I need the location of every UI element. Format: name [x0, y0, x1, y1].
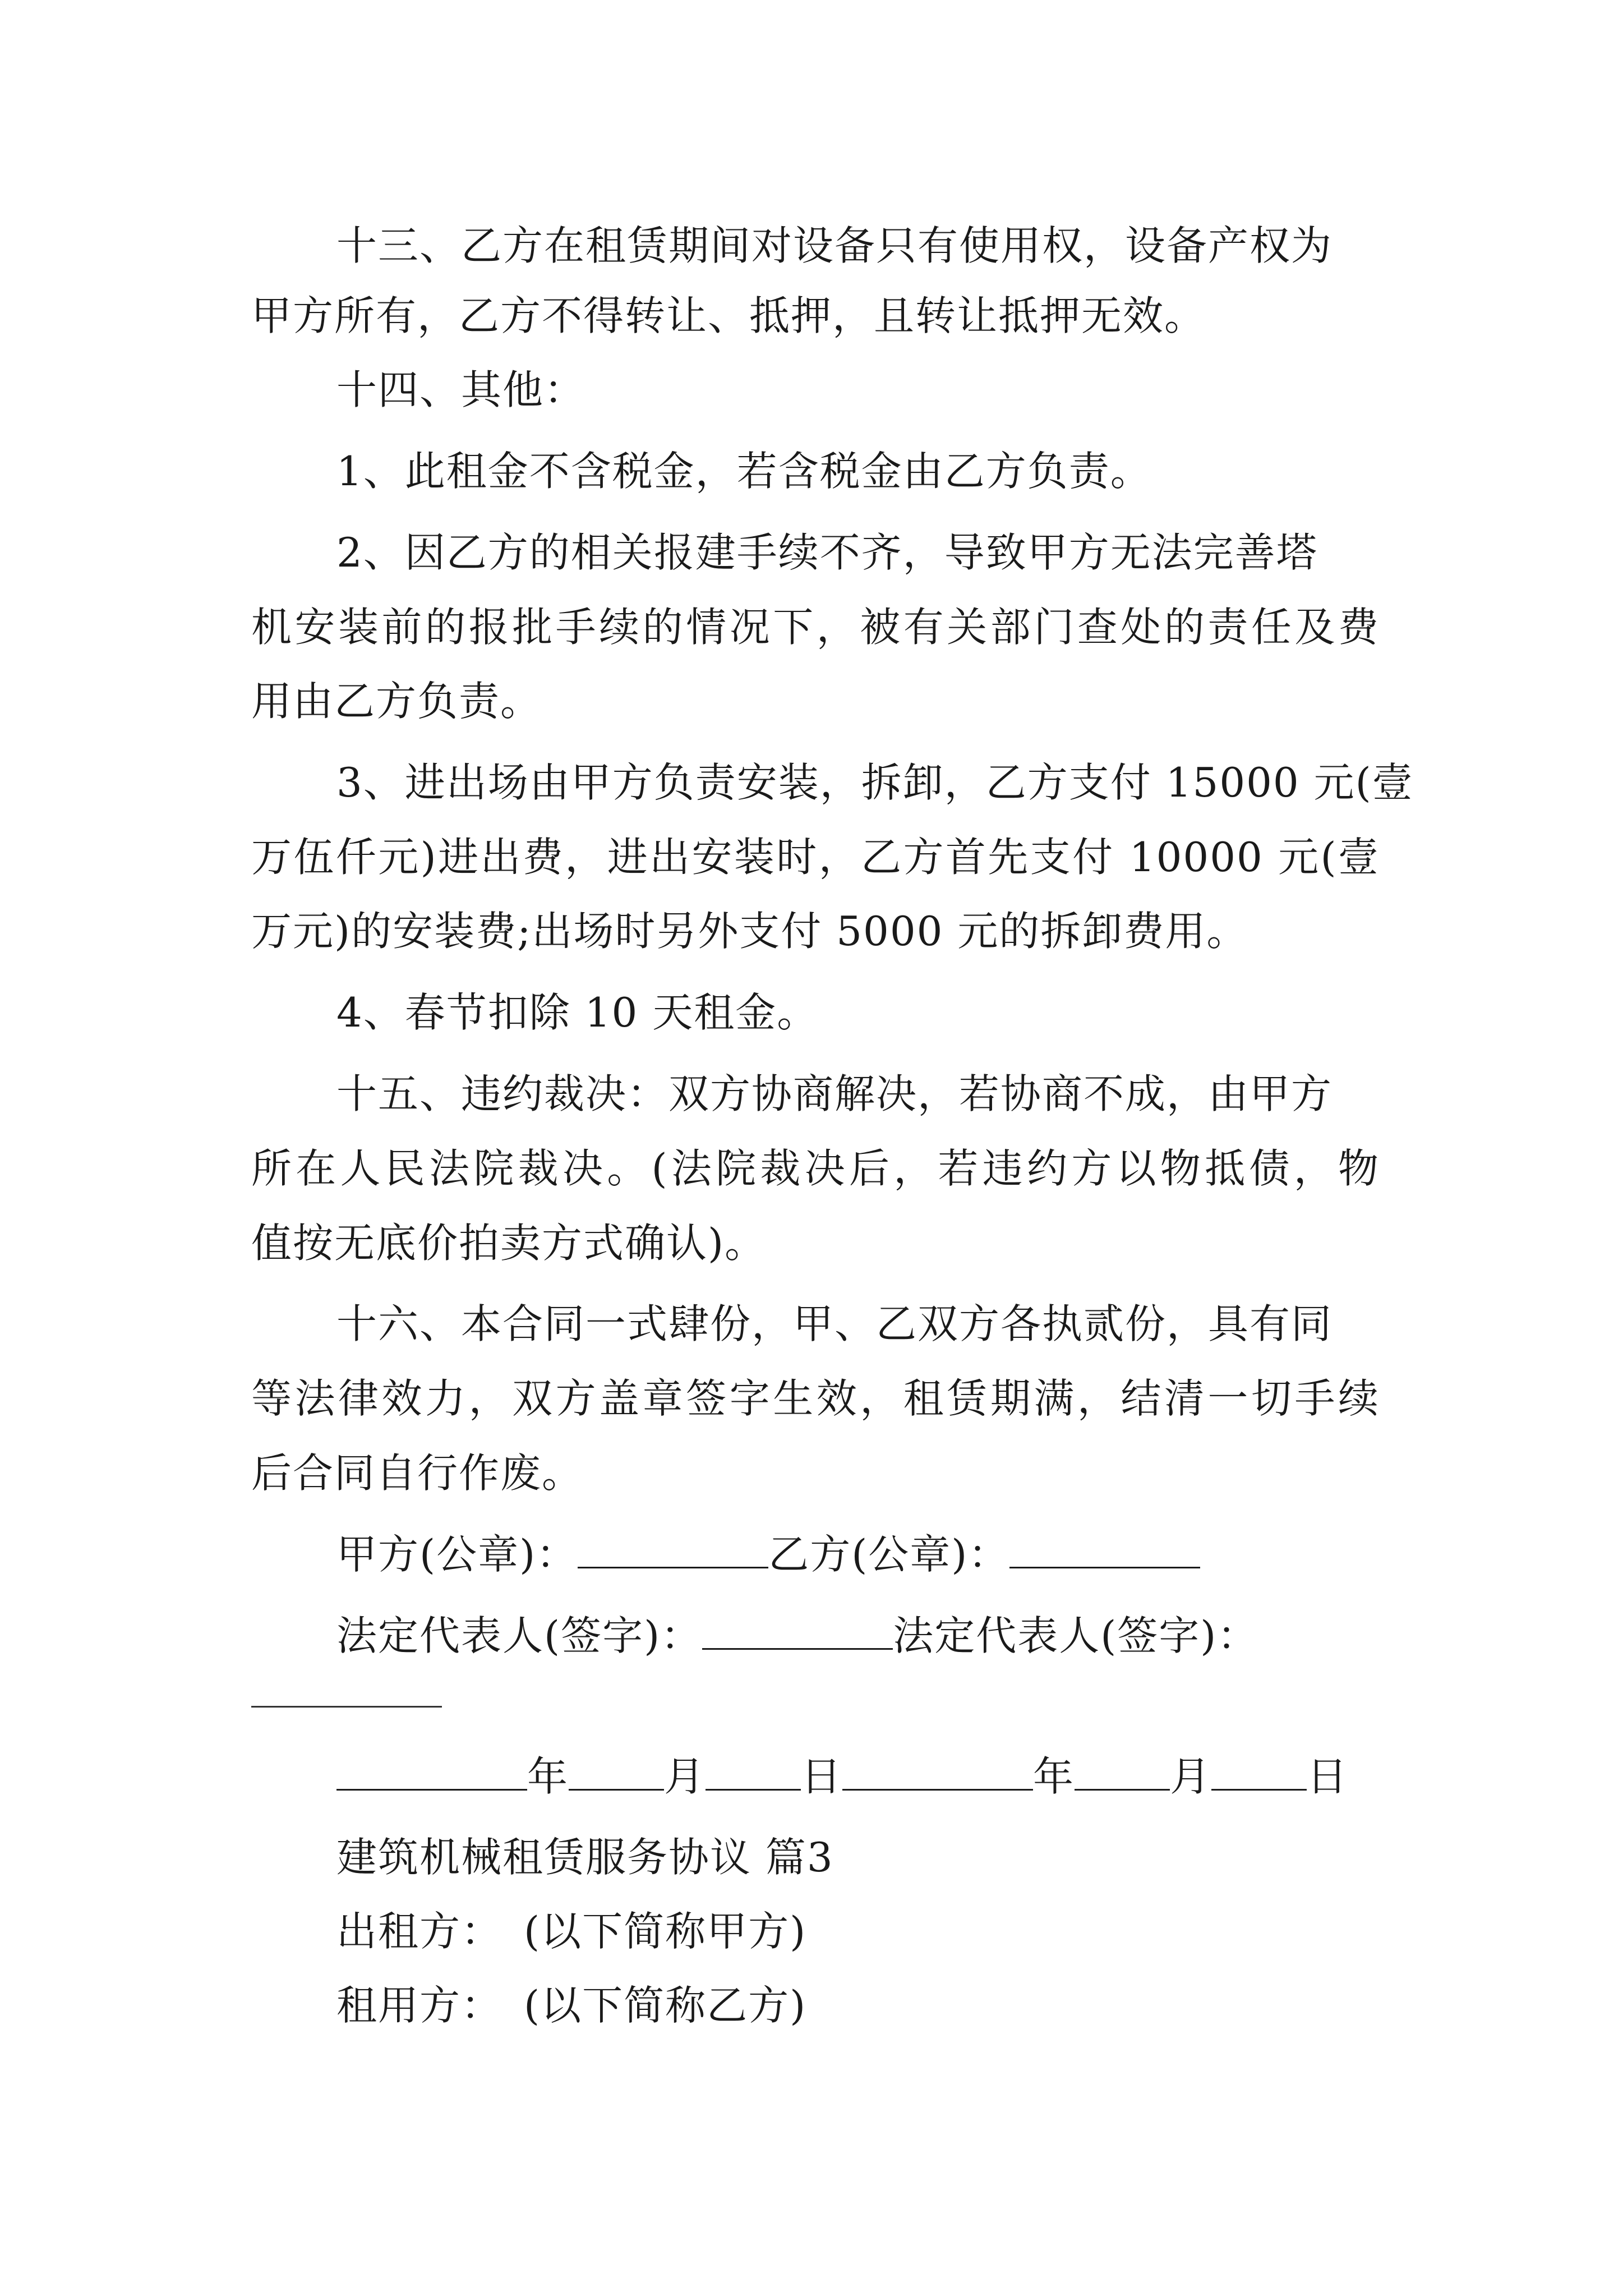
year-blank [336, 1755, 527, 1791]
paragraph-line: 万伍仟元)进出费，进出安装时，乙方首先支付 10000 元(壹 [251, 834, 1380, 881]
party-a-seal-label: 甲方(公章)： [336, 1531, 578, 1578]
paragraph-line: 值按无底价拍卖方式确认)。 [251, 1220, 767, 1267]
paragraph-line: 十六、本合同一式肆份，甲、乙双方各执贰份，具有同 [336, 1300, 1333, 1347]
year-label: 年 [527, 1753, 569, 1800]
lessor-line: 出租方： (以下简称甲方) [336, 1908, 807, 1955]
paragraph-line: 用由乙方负责。 [251, 678, 542, 725]
day-blank [706, 1755, 801, 1791]
party-b-seal-blank [1009, 1533, 1200, 1568]
party-a-seal-blank [578, 1533, 768, 1568]
year-label: 年 [1033, 1753, 1075, 1800]
signature-blank-line [251, 1706, 442, 1708]
paragraph-line: 等法律效力，双方盖章签字生效，租赁期满，结清一切手续 [251, 1375, 1380, 1422]
paragraph-line: 2、因乙方的相关报建手续不齐，导致甲方无法完善塔 [336, 529, 1318, 576]
lessee-line: 租用方： (以下简称乙方) [336, 1982, 807, 2029]
paragraph-line: 4、春节扣除 10 天租金。 [336, 989, 819, 1036]
paragraph-line: 十四、其他： [336, 366, 586, 413]
section-heading: 建筑机械租赁服务协议 篇3 [336, 1834, 834, 1881]
month-blank [1075, 1755, 1170, 1791]
month-label: 月 [664, 1753, 706, 1800]
day-blank [1211, 1755, 1307, 1791]
paragraph-line: 万元)的安装费;出场时另外支付 5000 元的拆卸费用。 [251, 908, 1248, 955]
legal-rep-a-blank [702, 1614, 893, 1650]
month-blank [569, 1755, 664, 1791]
paragraph-line: 甲方所有，乙方不得转让、抵押，且转让抵押无效。 [251, 292, 1206, 339]
date-line [336, 1749, 1348, 1805]
party-b-seal-label: 乙方(公章)： [768, 1531, 1010, 1578]
legal-rep-a-label: 法定代表人(签字)： [336, 1612, 703, 1659]
legal-rep-b-label: 法定代表人(签字)： [893, 1612, 1259, 1659]
legal-rep-line [336, 1608, 1258, 1664]
paragraph-line: 十五、违约裁决：双方协商解决，若协商不成，由甲方 [336, 1070, 1333, 1117]
paragraph-line: 3、进出场由甲方负责安装，拆卸，乙方支付 15000 元(壹 [336, 759, 1414, 806]
day-label: 日 [801, 1753, 843, 1800]
seal-line [336, 1526, 1200, 1582]
month-label: 月 [1170, 1753, 1212, 1800]
year-blank [842, 1755, 1033, 1791]
paragraph-line: 十三、乙方在租赁期间对设备只有使用权，设备产权为 [336, 222, 1333, 269]
paragraph-line: 所在人民法院裁决。(法院裁决后，若违约方以物抵债，物 [251, 1145, 1380, 1192]
day-label: 日 [1307, 1753, 1349, 1800]
paragraph-line: 后合同自行作废。 [251, 1450, 584, 1497]
paragraph-line: 1、此租金不含税金，若含税金由乙方负责。 [336, 448, 1152, 495]
paragraph-line: 机安装前的报批手续的情况下，被有关部门查处的责任及费 [251, 604, 1380, 651]
